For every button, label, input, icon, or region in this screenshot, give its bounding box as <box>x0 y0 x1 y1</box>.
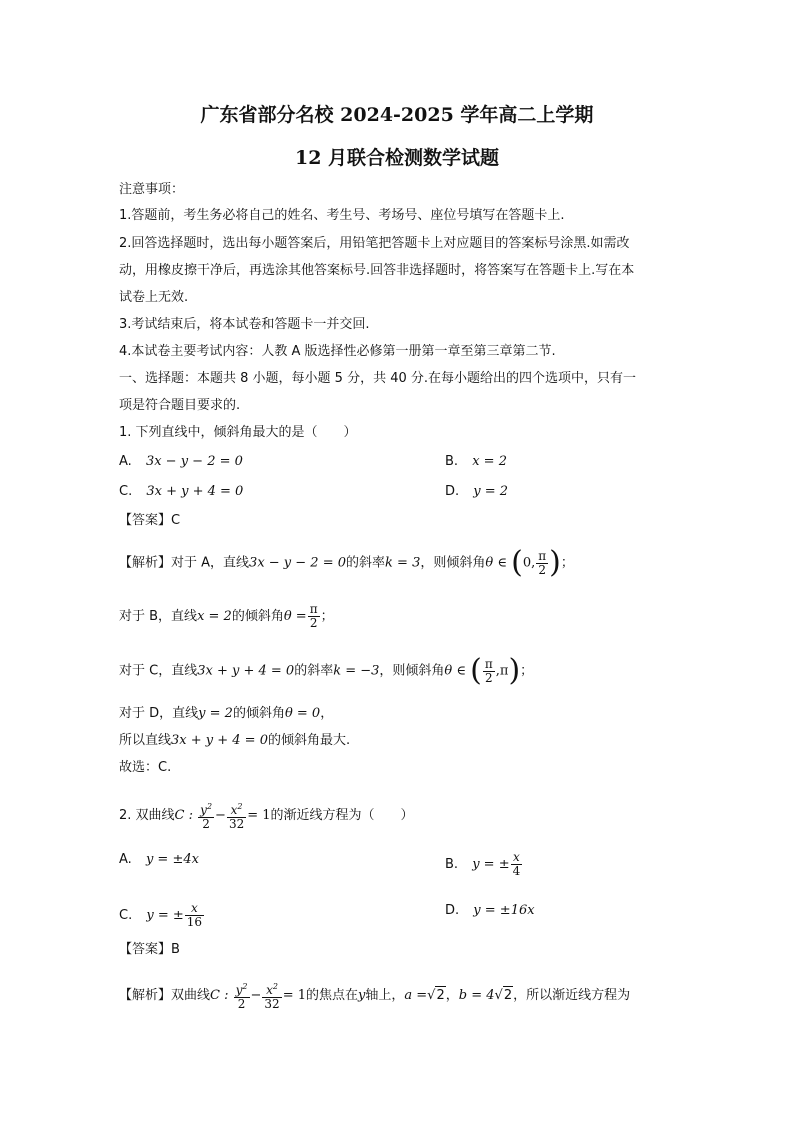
option-label: A. <box>119 852 132 867</box>
equation: y = 2 <box>198 706 233 721</box>
option-label: A. <box>119 454 132 469</box>
q2-option-b-text: y = ± <box>472 857 510 872</box>
q1-option-c-text: 3x + y + 4 = 0 <box>146 484 244 499</box>
text: 所以直线 <box>119 733 172 748</box>
denominator: 2 <box>237 997 246 1011</box>
paren-close: ) <box>508 653 521 688</box>
equation: x = 2 <box>197 609 232 624</box>
text: ，则倾斜角 <box>420 555 486 571</box>
exponent: 2 <box>242 982 248 991</box>
text: 双曲线 <box>171 988 211 1003</box>
option-label: C. <box>119 908 133 923</box>
interval-start: 0, <box>522 555 536 571</box>
q1-option-a-text: 3x − y − 2 = 0 <box>145 454 243 469</box>
exponent: 2 <box>237 802 243 811</box>
text: 的焦点在 <box>306 988 359 1003</box>
text: 轴上， <box>365 988 405 1003</box>
note-2b: 动，用橡皮擦干净后，再选涂其他答案标号.回答非选择题时，将答案写在答题卡上.写在本 <box>119 263 635 278</box>
text: 的斜率 <box>294 663 334 679</box>
denominator: 2 <box>202 817 210 831</box>
text: 对于 C，直线 <box>119 663 198 679</box>
b-eq: b = 4 <box>458 988 495 1003</box>
q1-solution-b <box>119 603 334 630</box>
paren-close: ) <box>549 545 561 580</box>
numerator: π <box>309 602 318 616</box>
punct: ； <box>560 555 574 571</box>
q2-answer: 【答案】B <box>119 942 180 957</box>
q2-solution <box>119 980 630 1011</box>
text: 对于 B，直线 <box>119 609 198 624</box>
option-label: D. <box>445 484 460 499</box>
q2-option-a-text: y = ±4x <box>145 852 199 867</box>
q1-option-c <box>119 483 243 501</box>
var: x <box>230 803 238 817</box>
q1-solution-d <box>119 705 333 723</box>
q1-solution-c <box>119 653 534 688</box>
punct: ， <box>320 706 334 721</box>
q1-option-b <box>445 453 507 471</box>
q1-option-d-text: y = 2 <box>473 484 509 499</box>
sqrt-sign: √ <box>494 988 503 1003</box>
doc-title-line2: 12 月联合检测数学试题 <box>294 147 500 169</box>
radicand: 2 <box>436 988 445 1003</box>
numerator <box>262 980 281 998</box>
equals-one: = 1 <box>282 988 306 1003</box>
paren-open: ( <box>470 653 482 688</box>
note-1: 1.答题前，考生务必将自己的姓名、考生号、考场号、座位号填写在答题卡上. <box>119 208 565 223</box>
note-3: 3.考试结束后，将本试卷和答题卡一并交回. <box>119 317 370 332</box>
note-2a: 2.回答选择题时，选出每小题答案后，用铅笔把答题卡上对应题目的答案标号涂黑.如需改 <box>119 236 630 251</box>
section-heading-line2: 项是符合题目要求的. <box>119 398 241 413</box>
numerator: π <box>538 548 547 563</box>
radicand: 2 <box>503 988 513 1003</box>
text: ，所以渐近线方程为 <box>513 988 631 1003</box>
denominator: 4 <box>512 864 521 878</box>
option-label: C. <box>119 484 133 499</box>
text: 对于 A，直线 <box>171 555 250 571</box>
text: 的渐近线方程为（ ） <box>270 808 414 823</box>
q1-choose: 故选：C. <box>119 760 172 775</box>
denominator: 2 <box>538 562 546 577</box>
axis-var: y <box>358 988 366 1003</box>
doc-title-line1: 广东省部分名校 2024-2025 学年高二上学期 <box>200 104 594 126</box>
numerator: x <box>511 851 523 865</box>
fraction-pi-over-2 <box>483 658 495 685</box>
q1-option-b-text: x = 2 <box>472 454 507 469</box>
q1-conclusion <box>119 732 350 750</box>
option-label: B. <box>445 857 459 872</box>
option-label: D. <box>445 903 460 918</box>
denominator: 32 <box>228 817 245 831</box>
punct: ； <box>320 609 334 624</box>
numerator <box>198 800 214 818</box>
minus: − <box>250 988 262 1003</box>
paren-open: ( <box>511 545 523 580</box>
denominator: 2 <box>309 616 318 630</box>
q2-option-a <box>119 851 199 869</box>
punct: ； <box>520 663 534 679</box>
var: y <box>200 803 207 817</box>
denominator: 32 <box>264 997 280 1011</box>
text: 的倾斜角 <box>232 706 285 721</box>
var: y <box>235 983 243 997</box>
text: 2. 双曲线 <box>119 808 175 823</box>
denominator: 16 <box>186 915 203 929</box>
theta-eq: θ = 0 <box>284 706 321 721</box>
solution-tag: 【解析】 <box>119 555 172 571</box>
text: 的倾斜角 <box>231 609 284 624</box>
equation: 3x + y + 4 = 0 <box>171 733 268 748</box>
fraction-pi-over-2 <box>536 550 548 577</box>
text: ，则倾斜角 <box>379 663 445 679</box>
note-4: 4.本试卷主要考试内容：人教 A 版选择性必修第一册第一章至第三章第二节. <box>119 344 556 359</box>
numerator <box>234 980 250 998</box>
fraction-x2-over-32 <box>262 980 281 1011</box>
text: 对于 D，直线 <box>119 706 199 721</box>
notes-heading: 注意事项： <box>119 182 185 197</box>
numerator: π <box>484 656 493 671</box>
slope: k = 3 <box>385 555 421 571</box>
section-heading-line1: 一、选择题：本题共 8 小题，每小题 5 分，共 40 分.在每小题给出的四个选项中，只有一 <box>119 371 637 386</box>
fraction-y2-over-2 <box>234 980 250 1011</box>
theta-in: θ ∈ <box>444 663 467 679</box>
note-2c: 试卷上无效. <box>119 290 189 305</box>
option-label: B. <box>445 454 459 469</box>
q1-answer: 【答案】C <box>119 513 181 528</box>
fraction <box>511 851 523 878</box>
numerator <box>227 800 246 818</box>
denominator: 2 <box>485 670 493 685</box>
q2-option-d <box>445 902 535 920</box>
text: 的倾斜角最大. <box>267 733 351 748</box>
interval-end: ,π <box>495 663 509 679</box>
q1-stem: 1. 下列直线中，倾斜角最大的是（ ） <box>119 425 357 440</box>
var: x <box>266 983 273 997</box>
numerator: x <box>185 902 204 916</box>
theta-eq: θ = <box>283 609 307 624</box>
q2-stem <box>119 800 414 831</box>
equals-one: = 1 <box>247 808 271 823</box>
q2-option-c-text: y = ± <box>146 908 184 923</box>
minus: − <box>215 808 226 823</box>
q2-option-d-text: y = ±16x <box>473 903 535 918</box>
q1-option-a <box>119 453 243 471</box>
sqrt-sign: √ <box>427 988 436 1003</box>
q2-option-c <box>119 902 205 929</box>
equation: 3x − y − 2 = 0 <box>249 555 347 571</box>
equation: 3x + y + 4 = 0 <box>197 663 295 679</box>
fraction-pi-over-2 <box>308 603 320 630</box>
q1-solution-a <box>119 545 574 580</box>
punct: ， <box>445 988 459 1003</box>
fraction-y2-over-2 <box>198 800 214 831</box>
slope: k = −3 <box>333 663 380 679</box>
exponent: 2 <box>206 802 213 811</box>
fraction-x2-over-32 <box>227 800 246 831</box>
q2-option-b <box>445 851 523 878</box>
text: 的斜率 <box>346 555 386 571</box>
curve-name: C : <box>174 808 194 823</box>
fraction <box>185 902 204 929</box>
theta-in: θ ∈ <box>485 555 507 571</box>
solution-tag: 【解析】 <box>119 988 172 1003</box>
curve-name: C : <box>210 988 229 1003</box>
q1-option-d <box>445 483 508 501</box>
exponent: 2 <box>272 982 278 991</box>
a-eq: a = <box>404 988 428 1003</box>
